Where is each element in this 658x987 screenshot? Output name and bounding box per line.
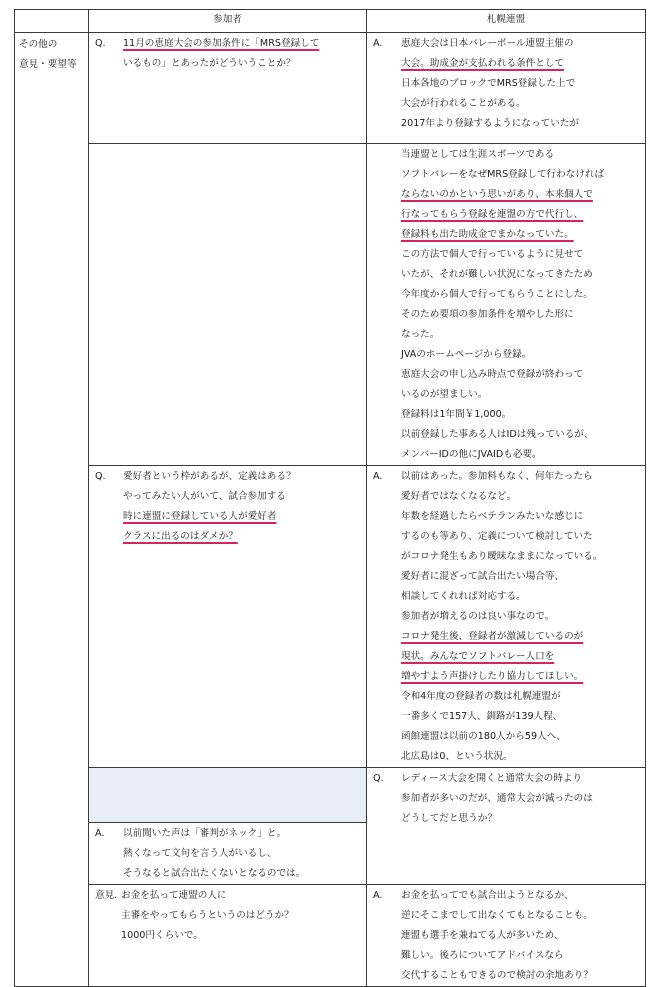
text-line: レディース大会を開くと通常大会の時より <box>401 773 583 784</box>
text-line: クラスに出るのはダメか？ <box>123 531 238 542</box>
text-line: この方法で個人で行っているように見せて <box>401 249 584 260</box>
text-line: 年数を経過したらベテランみたいな感じに <box>401 511 584 522</box>
category-cell <box>15 33 89 987</box>
text-line: するのも等あり、定義について検討していた <box>401 531 593 542</box>
text-line: 愛好者ではなくなるなど。 <box>401 491 517 502</box>
question-mark-label: Q. <box>95 38 106 49</box>
text-line: ソフトバレーをなぜMRS登録して行わなければ <box>401 169 605 180</box>
text-line: お金を払ってでも試合出ようとなるか、 <box>401 890 574 901</box>
text-line: コロナ発生後、登録者が激減しているのが <box>401 631 584 642</box>
question-mark-label: Q. <box>95 471 106 482</box>
text-line: 以前聞いた声は「審判がネック」と。 <box>123 828 287 839</box>
answer-mark-label: A. <box>373 38 383 49</box>
participant-empty-cell <box>89 144 367 466</box>
text-line: 熱くなって文句を言う人がいるし、 <box>123 848 277 859</box>
text-line: 日本各地のブロックでMRS登録した上で <box>401 78 576 89</box>
text-line: 主審をやってもらうというのはどうか？ <box>121 910 294 921</box>
text-line: 登録料も出た助成金でまかなっていた。 <box>401 229 574 240</box>
text-line: 恵庭大会は日本バレーボール連盟主催の <box>401 38 574 49</box>
text-line: 現状。みんなでソフトバレー人口を <box>401 651 555 662</box>
text-line: 登録料は1年間￥1,000。 <box>401 409 512 420</box>
participant-answer-cell <box>89 823 367 885</box>
federation-question-cell <box>367 768 646 885</box>
header-empty-cell <box>15 10 89 33</box>
federation-answer-cell <box>367 33 646 144</box>
category-line: その他の <box>19 39 58 50</box>
header-participants: 参加者 <box>89 10 367 33</box>
text-line: お金を払って連盟の人に <box>121 890 227 901</box>
text-line: JVAのホームページから登録。 <box>401 349 532 360</box>
text-line: 愛好者に混ざって試合出たい場合等、 <box>401 571 565 582</box>
text-line: そのため要項の参加条件を増やした形に <box>401 309 574 320</box>
participant-shaded-cell <box>89 768 367 823</box>
text-line: 函館連盟は以前の180人から59人へ、 <box>401 731 566 742</box>
text-line: 北広島は0、という状況。 <box>401 751 513 762</box>
text-line: 以前はあった。参加料もなく、何年たったら <box>401 471 593 482</box>
header-row <box>15 10 646 33</box>
text-line: いたが、それが難しい状況になってきたため <box>401 269 593 280</box>
text-line: 大会。助成金が支払われる条件として <box>401 58 565 69</box>
text-line: 当連盟としては生涯スポーツである <box>401 149 555 160</box>
text-line: 今年度から個人で行ってもらうことにした。 <box>401 289 593 300</box>
federation-answer-cell <box>367 466 646 768</box>
table-row <box>15 768 646 823</box>
text-line: 時に連盟に登録している人が愛好者 <box>123 511 277 522</box>
text-line: 連盟も選手を兼ねてる人が多いため、 <box>401 930 564 941</box>
table-row <box>15 33 646 144</box>
text-line: 11月の恵庭大会の参加条件に「MRS登録して <box>123 38 320 49</box>
text-line: 愛好者という枠があるが、定義はある？ <box>123 471 296 482</box>
answer-mark-label: A. <box>95 828 105 839</box>
text-line: 交代することもできるので検討の余地あり？ <box>401 970 593 981</box>
text-line: 難しい。後ろについてアドバイスなら <box>401 950 564 961</box>
text-line: 1000円くらいで。 <box>121 930 203 941</box>
question-mark-label: Q. <box>373 773 384 784</box>
category-line: 意見・要望等 <box>19 59 77 70</box>
federation-answer-cell <box>367 885 646 987</box>
text-line: 相談してくれれば対応する。 <box>401 591 526 602</box>
text-line: 一番多くで157人、釧路が139人程、 <box>401 711 563 722</box>
text-line: 以前登録した事ある人はIDは残っているが、 <box>401 429 594 440</box>
text-line: そうなると試合出たくないとなるのでは。 <box>123 868 306 879</box>
answer-mark-label: A. <box>373 471 383 482</box>
text-line: 恵庭大会の申し込み時点で登録が終わって <box>401 369 584 380</box>
table-row <box>15 144 646 466</box>
table-row <box>15 466 646 768</box>
text-line: ならないのかという思いがあり、本来個人で <box>401 189 593 200</box>
participant-question-cell <box>89 33 367 144</box>
opinion-mark-label: 意見. <box>95 890 118 901</box>
text-line: 大会が行われることがある。 <box>401 98 526 109</box>
table-row <box>15 885 646 987</box>
text-line: どうしてだと思うか？ <box>401 813 497 824</box>
text-line: 参加者が増えるのは良い事なので。 <box>401 611 555 622</box>
participant-question-cell <box>89 466 367 768</box>
text-line: 増やすよう声掛けしたり協力してほしい。 <box>401 671 584 682</box>
text-line: 2017年より登録するようになっていたが <box>401 118 579 129</box>
text-line: なった。 <box>401 329 440 340</box>
text-line: いるもの」とあったがどういうことか？ <box>123 58 296 69</box>
text-line: 行なってもらう登録を連盟の方で代行し、 <box>401 209 584 220</box>
text-line: やってみたい人がいて、試合参加する <box>123 491 286 502</box>
text-line: 参加者が多いのだが、通常大会が減ったのは <box>401 793 593 804</box>
text-line: メンバーIDの他にJVAIDも必要。 <box>401 449 542 460</box>
federation-answer-cell <box>367 144 646 466</box>
text-line: がコロナ発生もあり曖昧なままになっている。 <box>401 551 603 562</box>
header-federation: 札幌連盟 <box>367 10 646 33</box>
text-line: 令和4年度の登録者の数は札幌連盟が <box>401 691 561 702</box>
answer-mark-label: A. <box>373 890 383 901</box>
text-line: 逆にそこまでして出なくてもとなることも。 <box>401 910 593 921</box>
text-line: いるのが望ましい。 <box>401 389 488 400</box>
participant-opinion-cell <box>89 885 367 987</box>
qa-table <box>14 9 646 987</box>
